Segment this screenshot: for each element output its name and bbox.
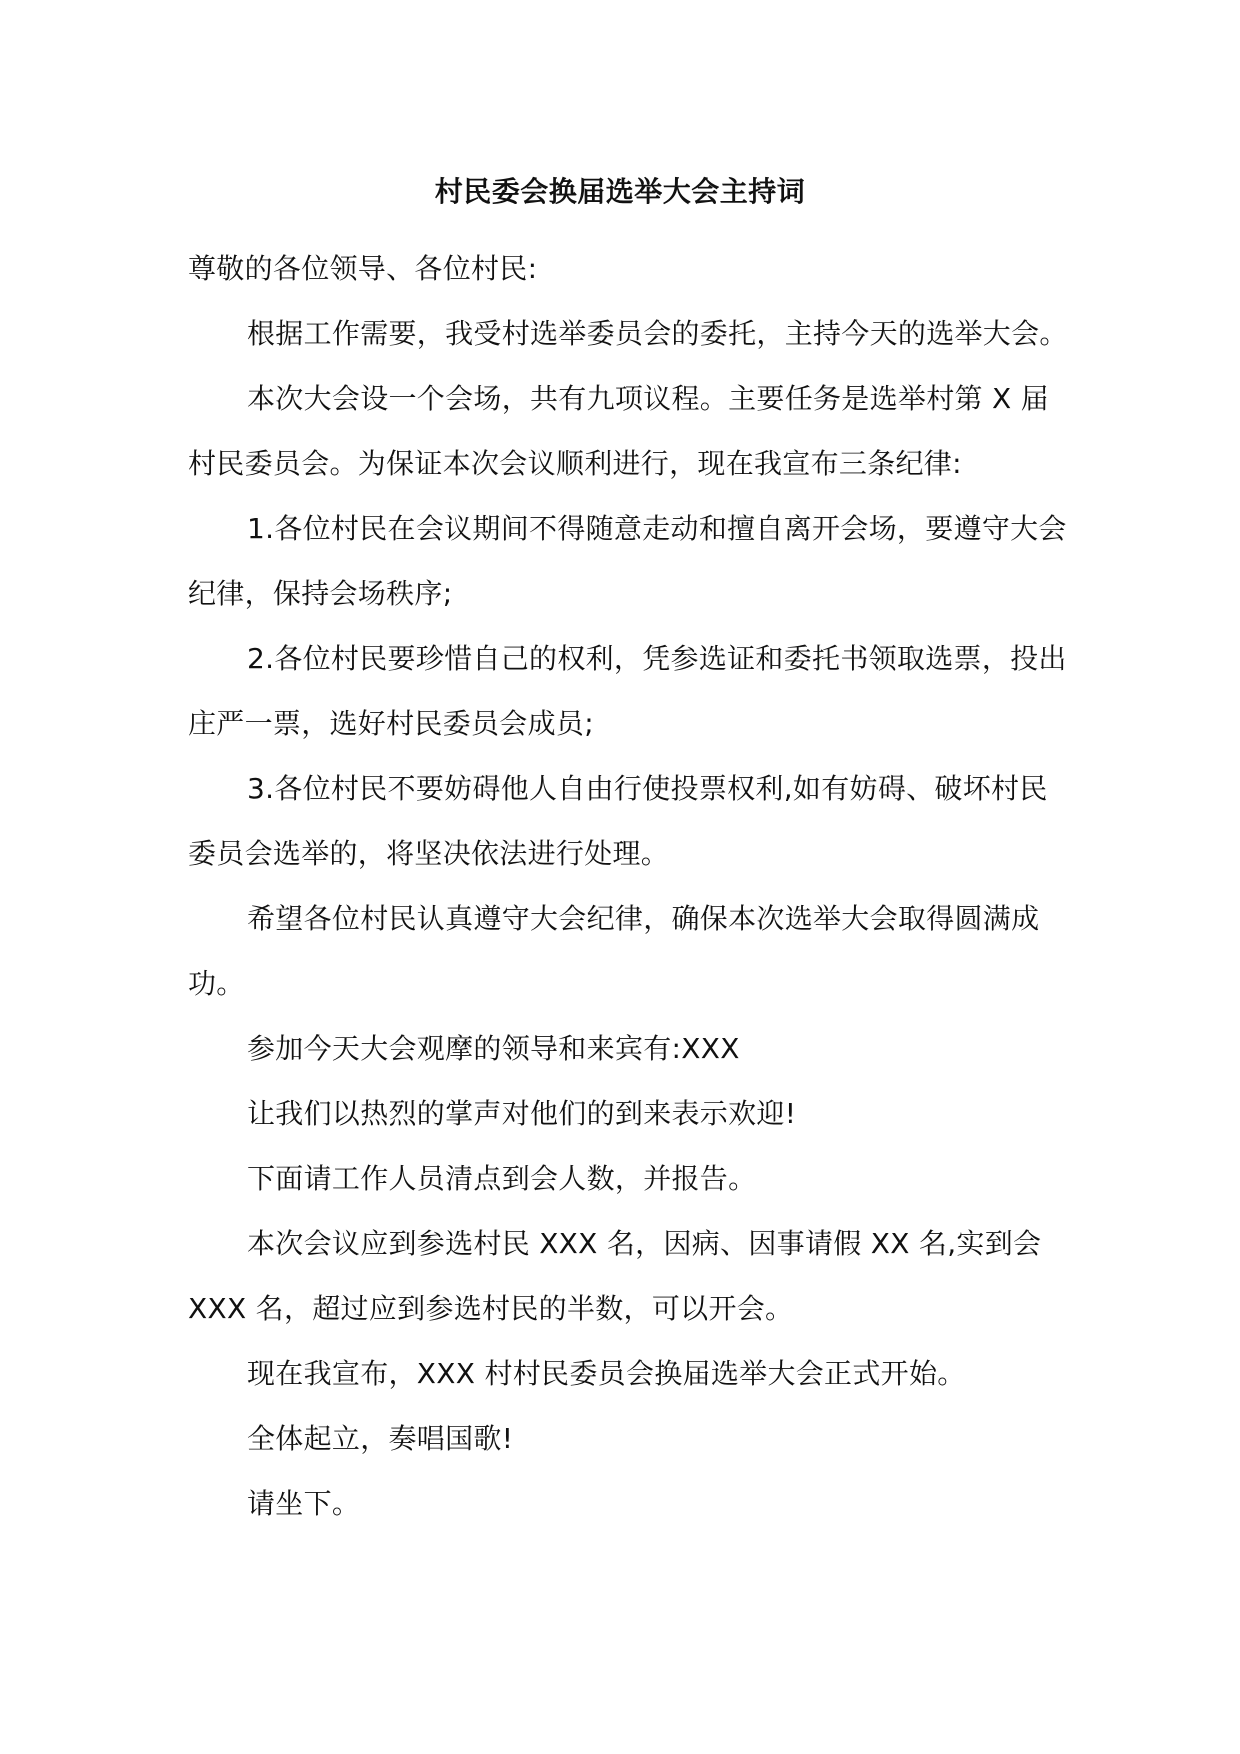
paragraph-rule-2: 2.各位村民要珍惜自己的权利，凭参选证和委托书领取选票，投出庄严一票，选好村民委员会成员; bbox=[188, 642, 1067, 740]
paragraph-attendance: 本次会议应到参选村民 XXX 名，因病、因事请假 XX 名,实到会 XXX 名，超过应到参选村民的半数，可以开会。 bbox=[188, 1227, 1042, 1325]
paragraph-salutation: 尊敬的各位领导、各位村民: bbox=[188, 252, 538, 285]
paragraph-start: 现在我宣布，XXX 村村民委员会换届选举大会正式开始。 bbox=[247, 1357, 966, 1390]
paragraph-count: 下面请工作人员清点到会人数，并报告。 bbox=[247, 1162, 757, 1195]
document-title: 村民委会换届选举大会主持词 bbox=[434, 175, 806, 208]
paragraph-agenda: 本次大会设一个会场，共有九项议程。主要任务是选举村第 X 届村民委员会。为保证本次会议顺利进行，现在我宣布三条纪律: bbox=[188, 382, 1049, 480]
paragraph-hope: 希望各位村民认真遵守大会纪律，确保本次选举大会取得圆满成功。 bbox=[188, 902, 1040, 1000]
paragraph-welcome: 让我们以热烈的掌声对他们的到来表示欢迎! bbox=[247, 1097, 797, 1130]
paragraph-rule-1: 1.各位村民在会议期间不得随意走动和擅自离开会场，要遵守大会纪律，保持会场秩序; bbox=[188, 512, 1067, 610]
paragraph-guests: 参加今天大会观摩的领导和来宾有:XXX bbox=[247, 1032, 740, 1065]
paragraph-opening: 根据工作需要，我受村选举委员会的委托，主持今天的选举大会。 bbox=[247, 317, 1068, 350]
paragraph-anthem: 全体起立，奏唱国歌! bbox=[247, 1422, 514, 1455]
paragraph-rule-3: 3.各位村民不要妨碍他人自由行使投票权利,如有妨碍、破坏村民委员会选举的，将坚决依法进行处理。 bbox=[188, 772, 1048, 870]
paragraph-sit: 请坐下。 bbox=[247, 1487, 361, 1520]
document-body bbox=[188, 236, 1068, 1536]
